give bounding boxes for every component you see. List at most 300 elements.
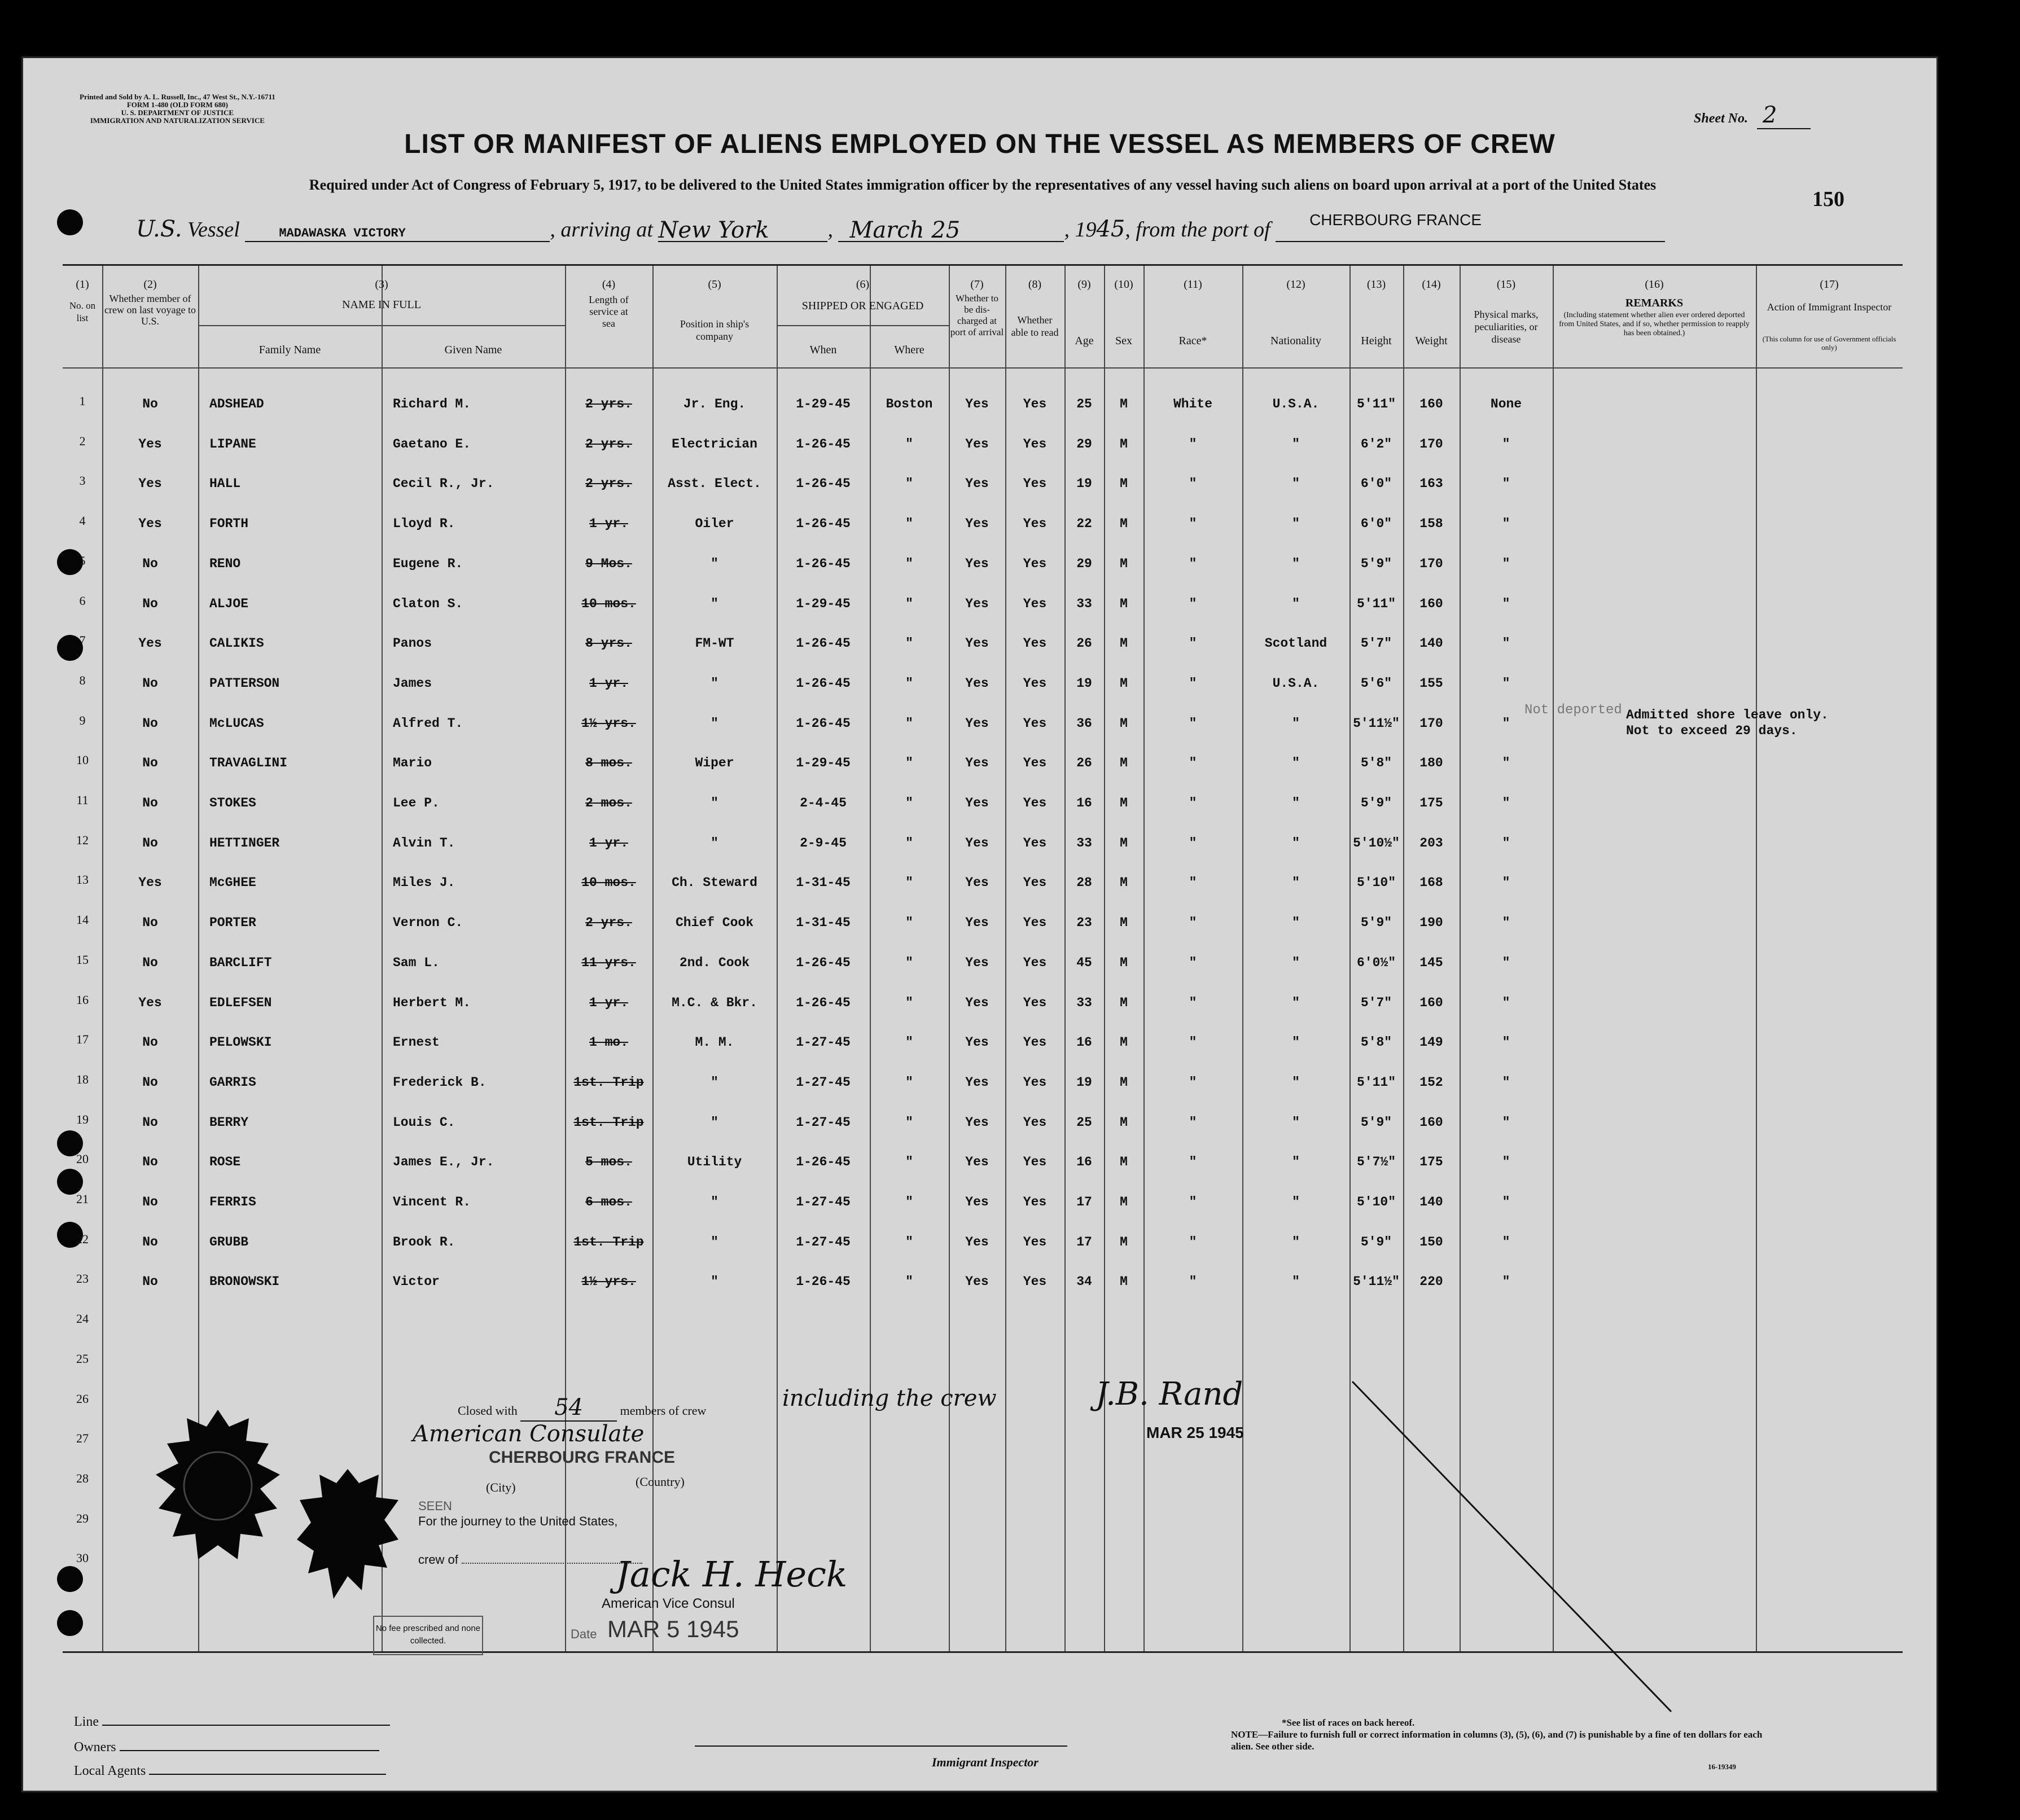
cell-given: Miles J.: [393, 875, 455, 891]
cell-read: Yes: [1023, 556, 1047, 571]
cell-age: 17: [1076, 1195, 1092, 1209]
cell-when: 1-27-45: [796, 1075, 851, 1090]
cell-family: ADSHEAD: [209, 397, 264, 411]
vice-consul-title: American Vice Consul: [602, 1596, 735, 1611]
cell-sex: M: [1120, 556, 1128, 571]
cell-read: Yes: [1023, 636, 1047, 651]
cell-prev: Yes: [138, 436, 162, 451]
cell-weight: 155: [1419, 676, 1443, 691]
cell-service: 11 yrs.: [581, 955, 636, 970]
cell-family: GARRIS: [209, 1075, 256, 1090]
consul-date-stamp: MAR 5 1945: [607, 1616, 739, 1642]
cell-disch: Yes: [965, 1155, 989, 1170]
col-header-action: Action of Immigrant Inspector: [1767, 301, 1892, 313]
table-row: [63, 1023, 1903, 1062]
row-number: 29: [76, 1511, 89, 1525]
cell-position: Utility: [687, 1155, 742, 1170]
cell-height: 5'9": [1360, 1234, 1392, 1249]
cell-where: ": [905, 676, 913, 691]
cell-position: Jr. Eng.: [683, 397, 746, 411]
cell-height: 5'11": [1356, 397, 1396, 411]
cell-nat: U.S.A.: [1272, 676, 1320, 691]
cell-sex: M: [1120, 1075, 1128, 1090]
cell-age: 33: [1076, 995, 1092, 1010]
row-number: 8: [79, 673, 86, 687]
cell-disch: Yes: [965, 397, 989, 411]
cell-where: ": [905, 796, 913, 810]
cell-nat: ": [1292, 1035, 1300, 1050]
cell-given: Louis C.: [393, 1115, 455, 1130]
cell-family: PELOWSKI: [209, 1035, 272, 1050]
cell-position: FM-WT: [695, 636, 734, 651]
cell-marks: ": [1502, 1195, 1510, 1209]
cell-read: Yes: [1023, 835, 1047, 850]
cell-prev: No: [142, 835, 158, 850]
cell-prev: Yes: [138, 875, 162, 891]
cell-age: 26: [1076, 756, 1092, 771]
cell-age: 36: [1076, 716, 1092, 731]
cell-age: 23: [1076, 915, 1092, 931]
col-header-height: Height: [1361, 335, 1392, 347]
cell-sex: M: [1120, 955, 1128, 970]
cell-when: 1-29-45: [796, 756, 851, 771]
cell-nat: ": [1292, 436, 1300, 451]
cell-weight: 170: [1419, 556, 1443, 571]
cell-given: James: [393, 676, 432, 691]
cell-given: Herbert M.: [393, 995, 471, 1010]
col-num: (17): [1820, 278, 1839, 291]
cell-when: 1-26-45: [796, 556, 851, 571]
row-number: 28: [76, 1471, 89, 1485]
cell-age: 33: [1076, 835, 1092, 850]
cell-sex: M: [1120, 1195, 1128, 1209]
cell-service: 1 yr.: [589, 835, 628, 850]
row-number: 17: [76, 1032, 89, 1047]
cell-given: Ernest: [393, 1035, 440, 1050]
cell-prev: Yes: [138, 636, 162, 651]
cell-family: GRUBB: [209, 1234, 249, 1249]
cell-sex: M: [1120, 636, 1128, 651]
cell-weight: 168: [1419, 875, 1443, 891]
cell-sex: M: [1120, 1274, 1128, 1290]
col-num: (10): [1114, 278, 1133, 291]
cell-given: Alfred T.: [393, 716, 463, 731]
arrival-date-stamp: MAR 25 1945: [1146, 1424, 1244, 1441]
col-header-action-note: (This column for use of Government officials only): [1762, 335, 1896, 352]
cell-service: 5 mos.: [585, 1155, 632, 1170]
table-row: [63, 1262, 1903, 1301]
cell-weight: 140: [1419, 636, 1443, 651]
cell-marks: ": [1502, 1075, 1510, 1090]
table-row: [63, 1063, 1903, 1102]
cell-prev: No: [142, 756, 158, 771]
departure-port: CHERBOURG FRANCE: [1309, 211, 1482, 229]
cell-age: 28: [1076, 875, 1092, 891]
col-header-when: When: [809, 344, 837, 356]
cell-height: 5'10": [1356, 875, 1396, 891]
manifest-sheet: [21, 56, 1938, 1792]
cell-race: ": [1189, 476, 1197, 492]
cell-disch: Yes: [965, 676, 989, 691]
cell-nat: Scotland: [1264, 636, 1327, 651]
cell-when: 1-27-45: [796, 1035, 851, 1050]
table-row: [63, 823, 1903, 863]
cell-position: Wiper: [695, 756, 734, 771]
cell-family: HALL: [209, 476, 241, 492]
cell-service: 6 mos.: [585, 1195, 632, 1209]
cell-prev: No: [142, 1274, 158, 1290]
cell-sex: M: [1120, 1035, 1128, 1050]
cell-when: 1-31-45: [796, 875, 851, 891]
cell-race: ": [1189, 1035, 1197, 1050]
cell-weight: 160: [1419, 1115, 1443, 1130]
row-number: 3: [79, 473, 86, 488]
consulate-name: American Consulate: [413, 1421, 645, 1447]
crew-of-label: crew of: [418, 1553, 642, 1567]
table-row: [63, 1342, 1903, 1382]
cell-nat: ": [1292, 1075, 1300, 1090]
cell-position: ": [711, 1234, 718, 1249]
cell-family: PATTERSON: [209, 676, 280, 691]
cell-nat: ": [1292, 1234, 1300, 1249]
cell-race: ": [1189, 995, 1197, 1010]
cell-read: Yes: [1023, 995, 1047, 1010]
cell-read: Yes: [1023, 1035, 1047, 1050]
cell-marks: ": [1502, 875, 1510, 891]
col-header-age: Age: [1075, 335, 1094, 347]
cell-race: ": [1189, 1274, 1197, 1290]
seen-label: SEEN: [418, 1499, 452, 1513]
vessel-prefix: U.S.: [136, 216, 182, 242]
cell-marks: ": [1502, 835, 1510, 850]
cell-marks: ": [1502, 1115, 1510, 1130]
remark-line: Admitted shore leave only.: [1626, 708, 1829, 722]
cell-position: Chief Cook: [675, 915, 754, 931]
cell-where: ": [905, 955, 913, 970]
cell-age: 45: [1076, 955, 1092, 970]
row-number: 24: [76, 1312, 89, 1326]
cell-disch: Yes: [965, 476, 989, 492]
cell-given: Panos: [393, 636, 432, 651]
cell-when: 1-31-45: [796, 915, 851, 931]
col-num: (9): [1077, 278, 1091, 291]
col-header-family: Family Name: [258, 344, 321, 356]
cell-weight: 158: [1419, 516, 1443, 532]
cell-read: Yes: [1023, 1075, 1047, 1090]
cell-race: ": [1189, 835, 1197, 850]
cell-when: 1-27-45: [796, 1234, 851, 1249]
row-number: 19: [76, 1112, 89, 1126]
cell-race: ": [1189, 915, 1197, 931]
cell-age: 16: [1076, 1155, 1092, 1170]
cell-given: Lee P.: [393, 796, 440, 810]
remarks-annotation: [1524, 703, 1829, 739]
races-note: *See list of races on back hereof.: [1282, 1717, 1415, 1728]
closed-with-line: [458, 1394, 706, 1420]
cell-disch: Yes: [965, 1274, 989, 1290]
table-row: [63, 584, 1903, 624]
cell-service: 1st. Trip: [573, 1115, 644, 1130]
form-number: FORM 1-480 (OLD FORM 680): [126, 100, 228, 109]
vice-consul-signature: Jack H. Heck: [616, 1554, 848, 1595]
line-field: Line: [74, 1714, 390, 1730]
cell-prev: No: [142, 1075, 158, 1090]
cell-race: ": [1189, 716, 1197, 731]
cell-family: BRONOWSKI: [209, 1274, 280, 1290]
col-header-shipped: SHIPPED OR ENGAGED: [801, 300, 924, 312]
cell-weight: 170: [1419, 436, 1443, 451]
cell-family: PORTER: [209, 915, 256, 931]
cell-height: 5'11½": [1353, 1274, 1400, 1290]
printer-line: Printed and Sold by A. L. Russell, Inc., 47 West St., N.Y.-16711: [80, 93, 275, 101]
local-agents-field: Local Agents: [74, 1764, 386, 1779]
cell-sex: M: [1120, 1155, 1128, 1170]
col-header-given: Given Name: [444, 344, 502, 356]
cell-sex: M: [1120, 756, 1128, 771]
cell-service: 10 mos.: [581, 875, 636, 891]
col-header-service: Length of service at sea: [589, 294, 629, 329]
cell-age: 16: [1076, 1035, 1092, 1050]
cell-service: 2 yrs.: [585, 476, 632, 492]
table-row: [63, 664, 1903, 703]
cell-marks: ": [1502, 756, 1510, 771]
table-row: [63, 783, 1903, 823]
cell-marks: ": [1502, 1274, 1510, 1290]
cell-nat: ": [1292, 556, 1300, 571]
cell-race: ": [1189, 875, 1197, 891]
cell-disch: Yes: [965, 1115, 989, 1130]
arriving-label: , arriving at: [550, 218, 653, 242]
table-row: [63, 863, 1903, 902]
cell-sex: M: [1120, 1234, 1128, 1249]
cell-where: ": [905, 1155, 913, 1170]
cell-weight: 140: [1419, 1195, 1443, 1209]
cell-where: ": [905, 756, 913, 771]
cell-sex: M: [1120, 676, 1128, 691]
vessel-label: Vessel: [187, 218, 240, 242]
cell-disch: Yes: [965, 915, 989, 931]
cell-marks: None: [1490, 397, 1522, 411]
cell-given: Eugene R.: [393, 556, 463, 571]
cell-read: Yes: [1023, 1195, 1047, 1209]
cell-service: 2 yrs.: [585, 397, 632, 411]
cell-where: ": [905, 1075, 913, 1090]
cell-prev: No: [142, 1155, 158, 1170]
row-number: 1: [79, 394, 86, 408]
cell-given: Alvin T.: [393, 835, 455, 850]
cell-race: ": [1189, 556, 1197, 571]
cell-marks: ": [1502, 676, 1510, 691]
cell-service: 8 mos.: [585, 756, 632, 771]
row-number: 12: [76, 832, 89, 847]
table-row: [63, 464, 1903, 503]
cell-read: Yes: [1023, 1274, 1047, 1290]
date-label: Date: [571, 1627, 597, 1641]
cell-when: 1-29-45: [796, 596, 851, 611]
cell-sex: M: [1120, 476, 1128, 492]
vessel-info-row: U.S. Vessel MADAWASKA VICTORY , arriving at New York , March 25 , 1945, from the port of $^{CHERBOURG FRANCE}$: [136, 216, 1665, 242]
col-header-name: NAME IN FULL: [342, 299, 421, 311]
cell-disch: Yes: [965, 796, 989, 810]
cell-prev: Yes: [138, 476, 162, 492]
cell-age: 29: [1076, 556, 1092, 571]
cell-given: Brook R.: [393, 1234, 455, 1249]
row-number: 22: [76, 1231, 89, 1246]
cell-weight: 190: [1419, 915, 1443, 931]
cell-age: 17: [1076, 1234, 1092, 1249]
no-fee-stamp: No fee prescribed and none collected.: [373, 1616, 483, 1655]
table-row: [63, 1302, 1903, 1341]
cell-race: ": [1189, 955, 1197, 970]
penalty-note: NOTE—Failure to furnish full or correct information in columns (3), (5), (6), and (7) is punishable by a fine of ten dollars for each alien. See other side.: [1231, 1729, 1763, 1752]
row-number: 16: [76, 992, 89, 1007]
cell-when: 1-27-45: [796, 1115, 851, 1130]
cell-disch: Yes: [965, 995, 989, 1010]
cell-disch: Yes: [965, 835, 989, 850]
cell-read: Yes: [1023, 476, 1047, 492]
cell-age: 22: [1076, 516, 1092, 532]
cell-family: FERRIS: [209, 1195, 256, 1209]
cell-marks: ": [1502, 1035, 1510, 1050]
table-row: [63, 983, 1903, 1023]
col-num: (13): [1366, 278, 1386, 291]
cell-marks: ": [1502, 636, 1510, 651]
col-num: (16): [1645, 278, 1664, 291]
col-header-where: Where: [894, 344, 924, 356]
cell-read: Yes: [1023, 397, 1047, 411]
cell-service: 1½ yrs.: [581, 716, 636, 731]
cell-when: 1-26-45: [796, 636, 851, 651]
cell-weight: 220: [1419, 1274, 1443, 1290]
cell-position: ": [711, 835, 718, 850]
not-deported-note: Not deported: [1524, 703, 1622, 718]
cell-prev: No: [142, 556, 158, 571]
cell-disch: Yes: [965, 596, 989, 611]
cell-where: ": [905, 1035, 913, 1050]
cell-position: Electrician: [672, 436, 757, 451]
col-num: (8): [1028, 278, 1042, 291]
cell-read: Yes: [1023, 875, 1047, 891]
cell-marks: ": [1502, 436, 1510, 451]
cell-race: ": [1189, 796, 1197, 810]
cell-service: 1st. Trip: [573, 1234, 644, 1249]
department-name: U. S. DEPARTMENT OF JUSTICE: [121, 108, 234, 117]
cell-height: 5'6": [1360, 676, 1392, 691]
cell-family: RENO: [209, 556, 241, 571]
remark-line: Not to exceed 29 days.: [1626, 723, 1798, 738]
cell-position: 2nd. Cook: [679, 955, 750, 970]
cell-given: Sam L.: [393, 955, 440, 970]
cell-weight: 175: [1419, 1155, 1443, 1170]
cell-sex: M: [1120, 835, 1128, 850]
cell-marks: ": [1502, 955, 1510, 970]
cell-marks: ": [1502, 716, 1510, 731]
cell-height: 6'0½": [1356, 955, 1396, 970]
cell-read: Yes: [1023, 676, 1047, 691]
arrival-year: 45: [1096, 216, 1125, 242]
cell-height: 5'9": [1360, 1115, 1392, 1130]
cell-race: ": [1189, 756, 1197, 771]
consulate-city: CHERBOURG FRANCE: [489, 1448, 675, 1467]
cell-weight: 150: [1419, 1234, 1443, 1249]
cell-height: 5'10": [1356, 1195, 1396, 1209]
cell-weight: 145: [1419, 955, 1443, 970]
cell-race: ": [1189, 676, 1197, 691]
cell-family: BARCLIFT: [209, 955, 272, 970]
cell-family: BERRY: [209, 1115, 249, 1130]
cell-when: 1-26-45: [796, 716, 851, 731]
cell-when: 1-26-45: [796, 995, 851, 1010]
cell-weight: 203: [1419, 835, 1443, 850]
cell-height: 5'9": [1360, 796, 1392, 810]
col-header-position: Position in ship's company: [680, 318, 750, 342]
row-number: 14: [76, 913, 89, 927]
cell-where: ": [905, 596, 913, 611]
cell-age: 19: [1076, 676, 1092, 691]
cell-read: Yes: [1023, 716, 1047, 731]
cell-marks: ": [1502, 556, 1510, 571]
cell-height: 5'8": [1360, 756, 1392, 771]
table-row: [63, 1182, 1903, 1222]
page-subtitle: Required under Act of Congress of February 5, 1917, to be delivered to the United States immigration officer by the representatives of any vessel having such aliens on board upon arrival at a port of the United States: [309, 177, 1657, 193]
cell-marks: ": [1502, 516, 1510, 532]
cell-where: ": [905, 476, 913, 492]
cell-nat: ": [1292, 716, 1300, 731]
cell-family: EDLEFSEN: [209, 995, 272, 1010]
row-number: 7: [79, 633, 86, 648]
cell-race: ": [1189, 436, 1197, 451]
cell-family: TRAVAGLINI: [209, 756, 288, 771]
consular-seal: [294, 1466, 401, 1602]
vessel-name: MADAWASKA VICTORY: [279, 226, 406, 240]
cell-sex: M: [1120, 436, 1128, 451]
cell-nat: U.S.A.: [1272, 397, 1320, 411]
sheet-number-value: 2: [1757, 102, 1811, 129]
cell-race: ": [1189, 596, 1197, 611]
table-row: [63, 943, 1903, 983]
cell-position: Oiler: [695, 516, 734, 532]
row-number: 27: [76, 1431, 89, 1446]
row-number: 11: [76, 793, 89, 807]
col-header-weight: Weight: [1415, 335, 1448, 347]
cell-height: 5'7½": [1356, 1155, 1396, 1170]
sheet-number-label: Sheet No.: [1694, 111, 1748, 126]
cell-service: 10 mos.: [581, 596, 636, 611]
cell-race: ": [1189, 1075, 1197, 1090]
cell-disch: Yes: [965, 516, 989, 532]
country-label: (Country): [636, 1475, 685, 1489]
cell-where: ": [905, 1115, 913, 1130]
cell-where: ": [905, 915, 913, 931]
cell-disch: Yes: [965, 955, 989, 970]
cell-service: 9 Mos.: [585, 556, 632, 571]
cell-height: 5'7": [1360, 995, 1392, 1010]
cell-height: 5'11": [1356, 596, 1396, 611]
cell-where: ": [905, 1195, 913, 1209]
cell-family: McGHEE: [209, 875, 256, 891]
row-number: 9: [79, 713, 86, 727]
cell-prev: No: [142, 1234, 158, 1249]
cell-nat: ": [1292, 1155, 1300, 1170]
cell-weight: 160: [1419, 596, 1443, 611]
cell-disch: Yes: [965, 1035, 989, 1050]
row-number: 18: [76, 1072, 89, 1086]
cell-when: 1-29-45: [796, 397, 851, 411]
city-label: (City): [486, 1480, 516, 1494]
row-number: 15: [76, 952, 89, 967]
cell-prev: No: [142, 915, 158, 931]
cell-sex: M: [1120, 1115, 1128, 1130]
